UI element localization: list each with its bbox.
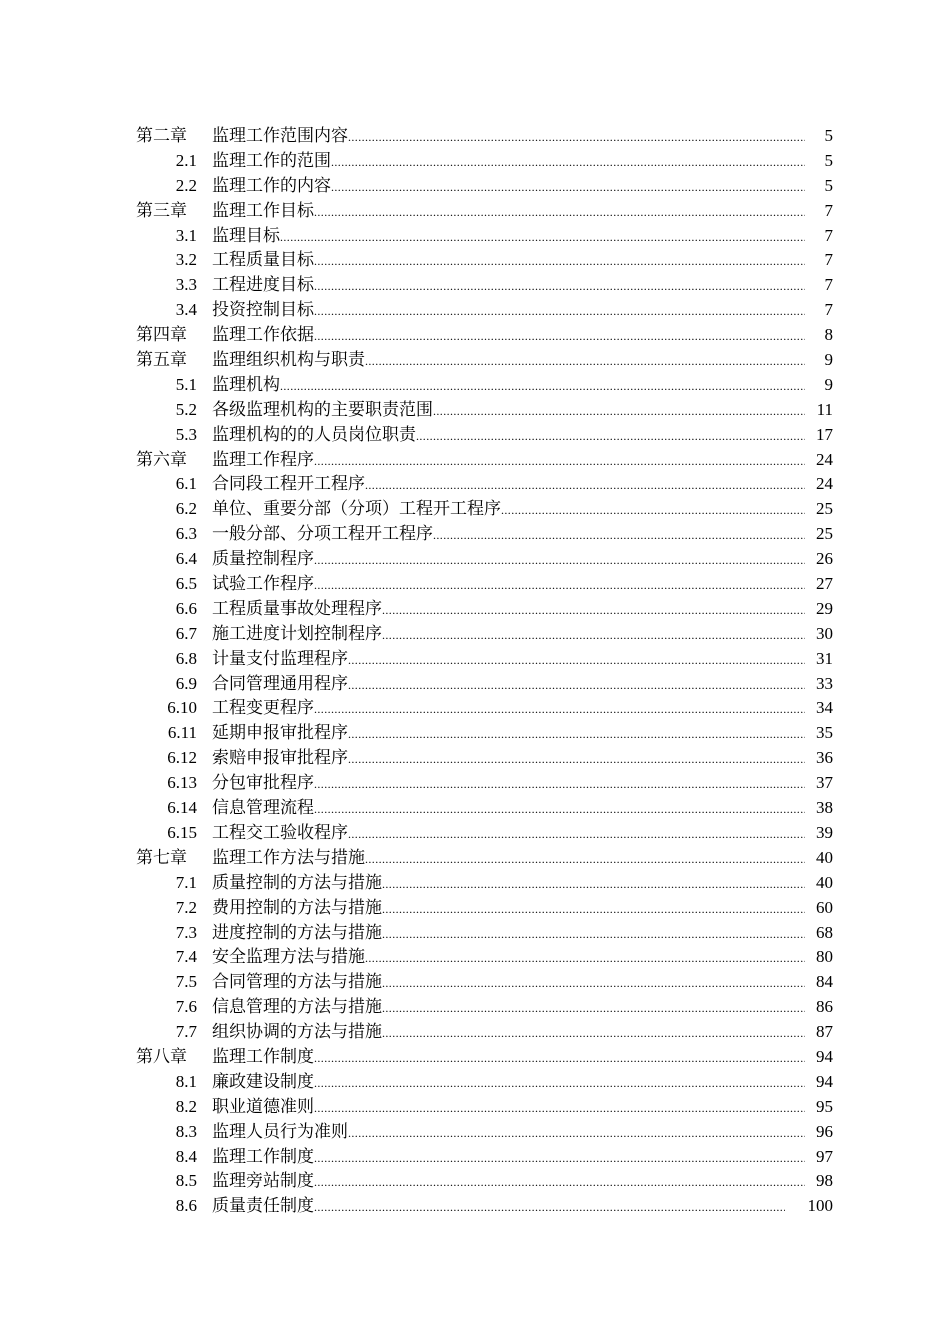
toc-entry-title-line: [212, 373, 805, 399]
toc-entry-page-number: 29: [816, 598, 833, 618]
dot-leader: [314, 449, 805, 474]
toc-entry-number: 6.12: [167, 748, 197, 768]
dot-leader: [382, 872, 805, 897]
toc-entry-page-number: 7: [824, 250, 833, 270]
dot-leader: [314, 573, 805, 598]
toc-entry-number: 6.4: [175, 549, 197, 569]
toc-entry-number: 8.6: [175, 1196, 197, 1216]
toc-entry-page-number: 86: [816, 997, 833, 1017]
toc-entry-page-number: 31: [816, 648, 833, 668]
toc-section-entry[interactable]: [0, 921, 950, 946]
toc-entry-page-number: 7: [824, 200, 833, 220]
toc-section-entry[interactable]: [0, 721, 950, 746]
toc-entry-title: 监理目标: [212, 225, 280, 246]
toc-section-entry[interactable]: [0, 248, 950, 273]
dot-leader: [365, 473, 805, 498]
toc-entry-number: 3.3: [175, 275, 197, 295]
toc-entry-number: 7.1: [175, 872, 197, 892]
toc-entry-number: 6.11: [167, 723, 197, 743]
toc-entry-title: 监理工作制度: [212, 1146, 314, 1167]
dot-leader: [348, 1121, 805, 1146]
toc-entry-number: 5.2: [175, 399, 197, 419]
dot-leader: [382, 623, 805, 648]
toc-chapter-entry[interactable]: [0, 124, 950, 149]
toc-entry-number: 8.1: [175, 1071, 197, 1091]
toc-entry-title-line: [212, 1095, 805, 1121]
toc-entry-page-number: 97: [816, 1146, 833, 1166]
toc-entry-number: 6.7: [175, 623, 197, 643]
toc-entry-title: 施工进度计划控制程序: [212, 623, 382, 644]
toc-entry-title-line: [212, 298, 805, 324]
toc-entry-title: 试验工作程序: [212, 574, 314, 595]
toc-chapter-entry[interactable]: [0, 323, 950, 348]
toc-entry-title-line: [212, 323, 805, 349]
dot-leader: [314, 1046, 805, 1071]
toc-entry-title-line: [212, 248, 805, 274]
toc-entry-title: 分包审批程序: [212, 773, 314, 794]
dot-leader: [314, 1146, 805, 1171]
toc-entry-page-number: 84: [816, 972, 833, 992]
toc-entry-page-number: 24: [816, 474, 833, 494]
toc-entry-number: 7.3: [175, 922, 197, 942]
toc-entry-title-line: [212, 622, 805, 648]
toc-entry-title: 监理工作目标: [212, 200, 314, 221]
toc-entry-title: 各级监理机构的主要职责范围: [212, 399, 433, 420]
toc-entry-title: 安全监理方法与措施: [212, 947, 365, 968]
dot-leader: [280, 374, 805, 399]
toc-section-entry[interactable]: [0, 1194, 950, 1219]
toc-entry-title-line: [212, 970, 805, 996]
toc-entry-page-number: 94: [816, 1071, 833, 1091]
toc-entry-title: 职业道德准则: [212, 1096, 314, 1117]
toc-entry-title-line: [212, 771, 805, 797]
toc-entry-title: 延期申报审批程序: [212, 723, 348, 744]
dot-leader: [348, 648, 805, 673]
toc-entry-title-line: [212, 821, 805, 847]
toc-entry-number: 6.6: [175, 598, 197, 618]
toc-entry-number: 第三章: [136, 200, 187, 221]
toc-section-entry[interactable]: [0, 970, 950, 995]
toc-entry-title: 工程交工验收程序: [212, 822, 348, 843]
toc-entry-number: 7.2: [175, 897, 197, 917]
toc-entry-title: 监理工作的内容: [212, 175, 331, 196]
toc-entry-page-number: 11: [816, 399, 833, 419]
toc-entry-page-number: 39: [816, 822, 833, 842]
toc-entry-title: 监理组织机构与职责: [212, 350, 365, 371]
toc-entry-number: 3.4: [175, 300, 197, 320]
toc-chapter-entry[interactable]: [0, 199, 950, 224]
toc-entry-title-line: [212, 448, 805, 474]
toc-entry-page-number: 34: [816, 698, 833, 718]
toc-entry-title: 监理工作的范围: [212, 150, 331, 171]
toc-entry-page-number: 95: [816, 1096, 833, 1116]
toc-entry-page-number: 9: [824, 374, 833, 394]
toc-entry-title-line: [212, 696, 805, 722]
toc-entry-number: 7.7: [175, 1022, 197, 1042]
toc-entry-title-line: [212, 199, 805, 225]
toc-entry-title: 计量支付监理程序: [212, 648, 348, 669]
toc-section-entry[interactable]: [0, 298, 950, 323]
toc-section-entry[interactable]: [0, 547, 950, 572]
toc-section-entry[interactable]: [0, 1120, 950, 1145]
toc-entry-title-line: [212, 1169, 805, 1195]
toc-entry-number: 8.4: [175, 1146, 197, 1166]
toc-entry-title-line: [212, 721, 805, 747]
toc-entry-page-number: 7: [824, 225, 833, 245]
toc-section-entry[interactable]: [0, 696, 950, 721]
toc-entry-title: 一般分部、分项工程开工程序: [212, 524, 433, 545]
toc-entry-page-number: 35: [816, 723, 833, 743]
toc-section-entry[interactable]: [0, 497, 950, 522]
dot-leader: [348, 125, 805, 150]
toc-entry-number: 7.4: [175, 947, 197, 967]
dot-leader: [314, 1096, 805, 1121]
toc-entry-number: 3.2: [175, 250, 197, 270]
dot-leader: [314, 299, 805, 324]
toc-entry-page-number: 38: [816, 798, 833, 818]
toc-entry-number: 8.3: [175, 1121, 197, 1141]
dot-leader: [348, 747, 805, 772]
toc-entry-number: 第八章: [136, 1046, 187, 1067]
toc-entry-title: 工程变更程序: [212, 698, 314, 719]
toc-entry-title: 投资控制目标: [212, 300, 314, 321]
toc-entry-title: 监理工作依据: [212, 325, 314, 346]
dot-leader: [433, 399, 805, 424]
toc-section-entry[interactable]: [0, 423, 950, 448]
toc-entry-title-line: [212, 1070, 805, 1096]
toc-entry-title-line: [212, 1194, 785, 1220]
toc-entry-page-number: 40: [816, 872, 833, 892]
dot-leader: [314, 797, 805, 822]
dot-leader: [348, 822, 805, 847]
dot-leader: [314, 324, 805, 349]
dot-leader: [314, 200, 805, 225]
toc-section-entry[interactable]: [0, 796, 950, 821]
toc-entry-title-line: [212, 871, 805, 897]
toc-entry-title: 工程进度目标: [212, 275, 314, 296]
toc-entry-number: 6.14: [167, 798, 197, 818]
toc-entry-number: 7.6: [175, 997, 197, 1017]
toc-entry-page-number: 40: [816, 847, 833, 867]
toc-entry-number: 第七章: [136, 847, 187, 868]
toc-entry-number: 6.15: [167, 822, 197, 842]
toc-section-entry[interactable]: [0, 1095, 950, 1120]
toc-entry-title-line: [212, 921, 805, 947]
toc-section-entry[interactable]: [0, 472, 950, 497]
toc-entry-number: 6.1: [175, 474, 197, 494]
toc-entry-number: 5.1: [175, 374, 197, 394]
toc-entry-title: 工程质量目标: [212, 250, 314, 271]
toc-entry-title-line: [212, 398, 805, 424]
toc-entry-title: 质量控制的方法与措施: [212, 872, 382, 893]
dot-leader: [331, 175, 805, 200]
dot-leader: [365, 946, 805, 971]
dot-leader: [348, 722, 805, 747]
toc-entry-page-number: 87: [816, 1022, 833, 1042]
toc-entry-page-number: 98: [816, 1171, 833, 1191]
dot-leader: [416, 424, 805, 449]
toc-section-entry[interactable]: [0, 746, 950, 771]
dot-leader: [314, 697, 805, 722]
dot-leader: [314, 249, 805, 274]
toc-entry-page-number: 8: [824, 325, 833, 345]
toc-entry-page-number: 26: [816, 549, 833, 569]
toc-entry-page-number: 94: [816, 1046, 833, 1066]
dot-leader: [314, 1195, 785, 1220]
dot-leader: [382, 996, 805, 1021]
dot-leader: [501, 498, 805, 523]
toc-entry-number: 3.1: [175, 225, 197, 245]
dot-leader: [365, 847, 805, 872]
toc-entry-number: 2.2: [175, 175, 197, 195]
dot-leader: [314, 548, 805, 573]
toc-entry-page-number: 37: [816, 773, 833, 793]
toc-section-entry[interactable]: [0, 1145, 950, 1170]
toc-entry-number: 第五章: [136, 350, 187, 371]
toc-entry-page-number: 33: [816, 673, 833, 693]
dot-leader: [382, 922, 805, 947]
toc-entry-title-line: [212, 597, 805, 623]
toc-entry-title-line: [212, 1120, 805, 1146]
toc-section-entry[interactable]: [0, 149, 950, 174]
toc-entry-title: 信息管理的方法与措施: [212, 997, 382, 1018]
toc-section-entry[interactable]: [0, 174, 950, 199]
toc-entry-page-number: 5: [824, 126, 833, 145]
toc-entry-page-number: 17: [816, 424, 833, 444]
toc-section-entry[interactable]: [0, 398, 950, 423]
toc-entry-title-line: [212, 273, 805, 299]
toc-entry-page-number: 7: [824, 275, 833, 295]
toc-chapter-entry[interactable]: [0, 348, 950, 373]
toc-entry-number: 6.10: [167, 698, 197, 718]
dot-leader: [382, 1021, 805, 1046]
toc-entry-number: 6.5: [175, 574, 197, 594]
toc-section-entry[interactable]: [0, 1169, 950, 1194]
dot-leader: [382, 598, 805, 623]
toc-entry-page-number: 27: [816, 574, 833, 594]
toc-entry-title: 监理人员行为准则: [212, 1121, 348, 1142]
toc-section-entry[interactable]: [0, 273, 950, 298]
toc-entry-title-line: [212, 572, 805, 598]
toc-entry-page-number: 80: [816, 947, 833, 967]
dot-leader: [382, 971, 805, 996]
toc-entry-title-line: [212, 995, 805, 1021]
toc-entry-number: 第四章: [136, 325, 187, 346]
table-of-contents: [0, 124, 950, 1219]
toc-entry-title: 进度控制的方法与措施: [212, 922, 382, 943]
toc-section-entry[interactable]: [0, 995, 950, 1020]
toc-entry-page-number: 24: [816, 449, 833, 469]
toc-entry-title-line: [212, 472, 805, 498]
toc-entry-number: 第二章: [136, 126, 187, 146]
toc-entry-number: 2.1: [175, 150, 197, 170]
toc-entry-page-number: 96: [816, 1121, 833, 1141]
toc-chapter-entry[interactable]: [0, 1045, 950, 1070]
toc-entry-page-number: 30: [816, 623, 833, 643]
toc-entry-title-line: [212, 497, 805, 523]
toc-entry-page-number: 25: [816, 524, 833, 544]
toc-entry-title-line: [212, 224, 805, 250]
toc-entry-title: 监理旁站制度: [212, 1171, 314, 1192]
toc-section-entry[interactable]: [0, 572, 950, 597]
toc-entry-page-number: 68: [816, 922, 833, 942]
toc-entry-title: 组织协调的方法与措施: [212, 1022, 382, 1043]
toc-chapter-entry[interactable]: [0, 448, 950, 473]
toc-entry-page-number: 7: [824, 300, 833, 320]
toc-entry-title-line: [212, 672, 805, 698]
toc-section-entry[interactable]: [0, 373, 950, 398]
toc-entry-page-number: 36: [816, 748, 833, 768]
dot-leader: [433, 523, 805, 548]
dot-leader: [382, 897, 805, 922]
dot-leader: [314, 1071, 805, 1096]
toc-section-entry[interactable]: [0, 622, 950, 647]
toc-section-entry[interactable]: [0, 522, 950, 547]
toc-section-entry[interactable]: [0, 224, 950, 249]
dot-leader: [314, 274, 805, 299]
toc-entry-title-line: [212, 1145, 805, 1171]
toc-entry-title-line: [212, 348, 805, 374]
toc-entry-title: 监理工作制度: [212, 1046, 314, 1067]
toc-entry-title-line: [212, 522, 805, 548]
toc-entry-title: 费用控制的方法与措施: [212, 897, 382, 918]
toc-entry-title: 合同管理通用程序: [212, 673, 348, 694]
toc-entry-number: 5.3: [175, 424, 197, 444]
toc-section-entry[interactable]: [0, 945, 950, 970]
toc-entry-number: 6.13: [167, 773, 197, 793]
toc-entry-page-number: 60: [816, 897, 833, 917]
toc-entry-title-line: [212, 174, 805, 200]
toc-section-entry[interactable]: [0, 771, 950, 796]
toc-entry-number: 6.9: [175, 673, 197, 693]
toc-entry-page-number: 5: [824, 150, 833, 170]
toc-entry-number: 7.5: [175, 972, 197, 992]
toc-entry-title: 单位、重要分部（分项）工程开工程序: [212, 499, 501, 520]
toc-entry-title: 监理机构的的人员岗位职责: [212, 424, 416, 445]
toc-entry-title-line: [212, 945, 805, 971]
dot-leader: [365, 349, 805, 374]
toc-entry-number: 第六章: [136, 449, 187, 470]
toc-entry-title: 工程质量事故处理程序: [212, 598, 382, 619]
toc-entry-title: 索赔申报审批程序: [212, 748, 348, 769]
toc-entry-title: 监理工作方法与措施: [212, 847, 365, 868]
dot-leader: [348, 673, 805, 698]
toc-entry-number: 8.5: [175, 1171, 197, 1191]
toc-entry-title-line: [212, 647, 805, 673]
toc-entry-title: 质量责任制度: [212, 1196, 314, 1217]
toc-entry-title: 信息管理流程: [212, 798, 314, 819]
toc-section-entry[interactable]: [0, 821, 950, 846]
toc-entry-page-number: 100: [807, 1196, 833, 1216]
toc-entry-title-line: [212, 149, 805, 175]
dot-leader: [280, 225, 805, 250]
toc-section-entry[interactable]: [0, 647, 950, 672]
toc-entry-title: 合同管理的方法与措施: [212, 972, 382, 993]
dot-leader: [314, 1170, 805, 1195]
toc-section-entry[interactable]: [0, 672, 950, 697]
dot-leader: [314, 772, 805, 797]
toc-entry-title-line: [212, 1020, 805, 1046]
toc-entry-title-line: [212, 796, 805, 822]
toc-entry-title: 监理机构: [212, 374, 280, 395]
toc-entry-number: 6.3: [175, 524, 197, 544]
toc-section-entry[interactable]: [0, 597, 950, 622]
toc-entry-number: 6.2: [175, 499, 197, 519]
toc-entry-title: 质量控制程序: [212, 549, 314, 570]
toc-section-entry[interactable]: [0, 896, 950, 921]
toc-entry-title-line: [212, 1045, 805, 1071]
toc-section-entry[interactable]: [0, 871, 950, 896]
toc-entry-number: 8.2: [175, 1096, 197, 1116]
toc-section-entry[interactable]: [0, 1070, 950, 1095]
toc-entry-title: 廉政建设制度: [212, 1071, 314, 1092]
toc-entry-page-number: 5: [824, 175, 833, 195]
toc-entry-title-line: [212, 846, 805, 872]
toc-entry-title-line: [212, 896, 805, 922]
toc-chapter-entry[interactable]: [0, 846, 950, 871]
toc-entry-title: 监理工作范围内容: [212, 126, 348, 146]
toc-entry-title: 监理工作程序: [212, 449, 314, 470]
toc-entry-title: 合同段工程开工程序: [212, 474, 365, 495]
toc-entry-number: 6.8: [175, 648, 197, 668]
toc-entry-title-line: [212, 746, 805, 772]
toc-section-entry[interactable]: [0, 1020, 950, 1045]
dot-leader: [331, 150, 805, 175]
toc-entry-title-line: [212, 547, 805, 573]
toc-entry-page-number: 9: [824, 350, 833, 370]
toc-entry-title-line: [212, 423, 805, 449]
toc-entry-title-line: [212, 124, 805, 150]
toc-entry-page-number: 25: [816, 499, 833, 519]
